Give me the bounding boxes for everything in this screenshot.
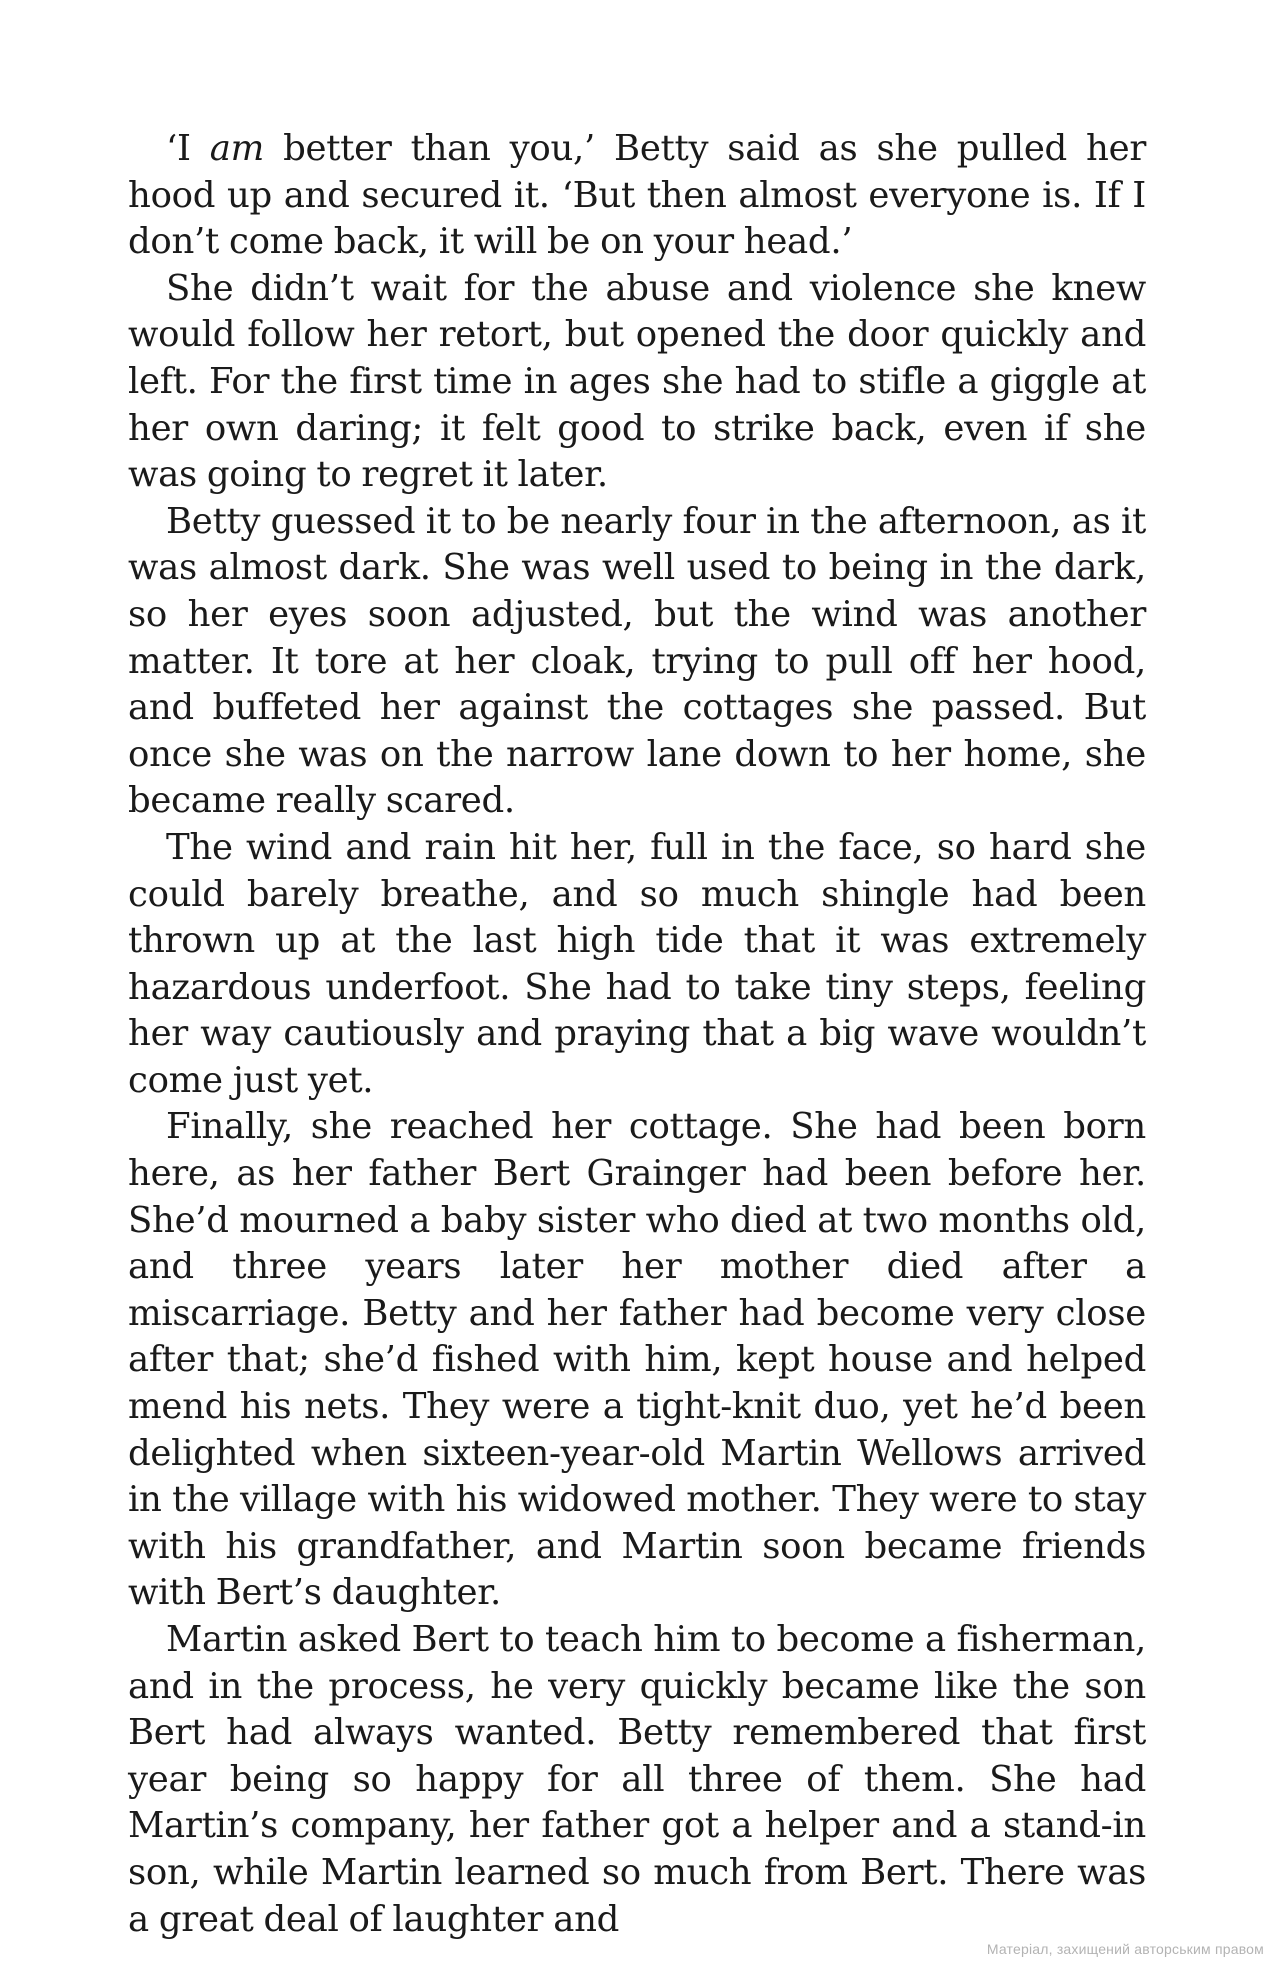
copyright-watermark: Матеріал, захищений авторським правом — [986, 1941, 1264, 1957]
emphasis-am: am — [209, 128, 265, 169]
paragraph-1 — [128, 126, 1146, 266]
paragraph-1-lead: ‘I — [166, 128, 210, 169]
paragraph-3: Betty guessed it to be nearly four in the afternoon, as it was almost dark. She was well used to being in the dark, so her eyes soon adjusted, but the wind was another matter. It tore at her cloak, trying to pull off her hood, and buffeted her against the cottages she passed. But once she was on the narrow lane down to her home, she became really scared. — [128, 500, 1146, 822]
paragraph-1-rest: better than you,’ Betty said as she pulled her hood up and secured it. ‘But then almost everyone is. If I don’t come back, it will be on your head.’ — [128, 128, 1146, 263]
paragraph-6: Martin asked Bert to teach him to become a fisherman, and in the process, he very quickly became like the son Bert had always wanted. Betty remembered that first year being so happy for all three of them. She had Martin’s company, her father got a helper and a stand-in son, while Martin learned so much from Bert. There was a great deal of laughter and — [128, 1619, 1146, 1940]
book-page-body — [128, 126, 1146, 1940]
paragraph-4: The wind and rain hit her, full in the face, so hard she could barely breathe, and so much shingle had been thrown up at the last high tide that it was extremely hazardous underfoot. She had to take tiny steps, feeling her way cautiously and praying that a big wave wouldn’t come just yet. — [128, 826, 1146, 1101]
paragraph-2: She didn’t wait for the abuse and violence she knew would follow her retort, but opened the door quickly and left. For the first time in ages she had to stifle a giggle at her own daring; it felt good to strike back, even if she was going to regret it later. — [128, 267, 1146, 496]
paragraph-5: Finally, she reached her cottage. She had been born here, as her father Bert Grainger had been before her. She’d mourned a baby sister who died at two months old, and three years later her mother died after a miscarriage. Betty and her father had become very close after that; she’d fished with him, kept house and helped mend his nets. They were a tight-knit duo, yet he’d been delighted when sixteen-year-old Martin Wellows arrived in the village with his widowed mother. They were to stay with his grandfather, and Martin soon became friends with Bert’s daughter. — [128, 1106, 1146, 1614]
